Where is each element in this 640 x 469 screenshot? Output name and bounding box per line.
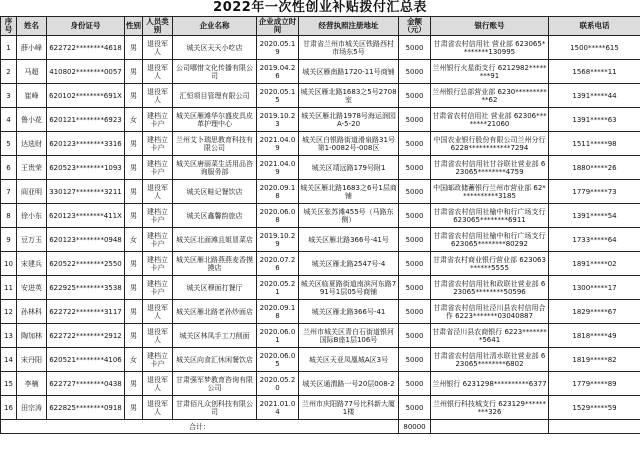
company-name-cell[interactable]: 汇恒项目管理有限公司 — [173, 84, 257, 108]
person-name-cell[interactable]: 宋丹阳 — [17, 348, 47, 372]
header-cell: 人员类别 — [143, 17, 173, 36]
table-header — [1, 17, 640, 36]
gender-cell[interactable]: 男 — [125, 276, 143, 300]
company-name-cell[interactable]: 城关区畦记餐饮店 — [173, 180, 257, 204]
founded-date-cell[interactable]: 2019.04.26 — [257, 60, 299, 84]
founded-date-cell[interactable]: 2020.06.08 — [257, 204, 299, 228]
person-name-cell[interactable]: 达选财 — [17, 132, 47, 156]
business-address-cell[interactable]: 城关区雁北路366号-41 — [299, 300, 399, 324]
id-number-cell[interactable]: 620521********4106 — [47, 348, 125, 372]
amount-cell[interactable]: 5000 — [399, 132, 431, 156]
person-name-cell[interactable]: 马超 — [17, 60, 47, 84]
company-name-cell[interactable]: 城关区雁北路燕燕麦香摸摸店 — [173, 252, 257, 276]
row-number-cell[interactable]: 10 — [1, 252, 17, 276]
table-row — [1, 108, 640, 132]
bank-account-cell[interactable]: 甘肃省农村信用社榆中和行广场支行 623065********6911 — [431, 204, 549, 228]
bank-account-cell[interactable]: 甘肃省农村信用社甘谷联社营业部 623065********4759 — [431, 156, 549, 180]
person-category-cell[interactable]: 退役军人 — [143, 324, 173, 348]
table-row — [1, 348, 640, 372]
header-cell: 性别 — [125, 17, 143, 36]
amount-cell[interactable]: 5000 — [399, 324, 431, 348]
person-name-cell[interactable]: 田宗涛 — [17, 396, 47, 420]
header-cell: 姓名 — [17, 17, 47, 36]
business-address-cell[interactable]: 甘肃省兰州市城关区铁路西村市场东5号 — [299, 36, 399, 60]
phone-number-cell[interactable]: 1300*****17 — [549, 276, 640, 300]
founded-date-cell[interactable]: 2019.10.29 — [257, 228, 299, 252]
amount-cell[interactable]: 5000 — [399, 36, 431, 60]
person-category-cell[interactable]: 退役军人 — [143, 396, 173, 420]
table-row — [1, 60, 640, 84]
table-row — [1, 324, 640, 348]
table-row — [1, 84, 640, 108]
header-cell: 银行账号 — [431, 17, 549, 36]
business-address-cell[interactable]: 城关区张苏滩455号（马路东侧） — [299, 204, 399, 228]
person-category-cell[interactable]: 退役军人 — [143, 300, 173, 324]
gender-cell[interactable]: 男 — [125, 372, 143, 396]
person-category-cell[interactable]: 建档立卡户 — [143, 348, 173, 372]
phone-number-cell[interactable]: 1829*****67 — [549, 300, 640, 324]
gender-cell[interactable]: 男 — [125, 324, 143, 348]
bank-account-cell[interactable]: 甘肃省农村信用社和政联社营业部 623065********50596 — [431, 276, 549, 300]
person-name-cell[interactable]: 陶加林 — [17, 324, 47, 348]
phone-number-cell[interactable]: 1733*****64 — [549, 228, 640, 252]
person-category-cell[interactable]: 建档立卡户 — [143, 156, 173, 180]
amount-cell[interactable]: 5000 — [399, 252, 431, 276]
phone-number-cell[interactable]: 1819*****82 — [549, 348, 640, 372]
empty-cell — [549, 420, 640, 434]
row-number-cell[interactable]: 13 — [1, 324, 17, 348]
bank-account-cell[interactable]: 甘肃省农村商业银行营业部 623063******5555 — [431, 252, 549, 276]
founded-date-cell[interactable]: 2021.01.04 — [257, 396, 299, 420]
amount-cell[interactable]: 5000 — [399, 204, 431, 228]
id-number-cell[interactable]: 620123********3316 — [47, 132, 125, 156]
gender-cell[interactable]: 男 — [125, 156, 143, 180]
header-cell: 身份证号 — [47, 17, 125, 36]
business-address-cell[interactable]: 城关区靖远路179号附1 — [299, 156, 399, 180]
business-address-cell[interactable]: 城关区雁北路366号-41号 — [299, 228, 399, 252]
gender-cell[interactable]: 女 — [125, 348, 143, 372]
person-name-cell[interactable]: 薛小峰 — [17, 36, 47, 60]
header-cell: 经营执照注册地址 — [299, 17, 399, 36]
business-address-cell[interactable]: 城关区白银路街道滑泉路31号第1-0082号-008区 — [299, 132, 399, 156]
table-row — [1, 396, 640, 420]
id-number-cell[interactable]: 620121********6923 — [47, 108, 125, 132]
id-number-cell[interactable]: 620102********691X — [47, 84, 125, 108]
founded-date-cell[interactable]: 2021.04.09 — [257, 156, 299, 180]
person-category-cell[interactable]: 建档立卡户 — [143, 228, 173, 252]
table-row — [1, 300, 640, 324]
header-cell: 企业名称 — [173, 17, 257, 36]
bank-account-cell[interactable]: 中国农业银行股份有限公司兰州分行 6228************7294 — [431, 132, 549, 156]
person-category-cell[interactable]: 退役军人 — [143, 36, 173, 60]
founded-date-cell[interactable]: 2020.05.21 — [257, 276, 299, 300]
company-name-cell[interactable]: 兰州艾卜瑞思教育科技有限公司 — [173, 132, 257, 156]
phone-number-cell[interactable]: 1779*****73 — [549, 180, 640, 204]
id-number-cell[interactable]: 622722********3117 — [47, 300, 125, 324]
row-number-cell[interactable]: 15 — [1, 372, 17, 396]
phone-number-cell[interactable]: 1391*****63 — [549, 108, 640, 132]
phone-number-cell[interactable]: 1891*****02 — [549, 252, 640, 276]
person-name-cell[interactable]: 李楠 — [17, 372, 47, 396]
company-name-cell[interactable]: 甘肃佰凡众创科技有限公司 — [173, 396, 257, 420]
row-number-cell[interactable]: 2 — [1, 60, 17, 84]
founded-date-cell[interactable]: 2020.06.01 — [257, 324, 299, 348]
row-number-cell[interactable]: 5 — [1, 132, 17, 156]
person-category-cell[interactable]: 建档立卡户 — [143, 132, 173, 156]
table-row — [1, 252, 640, 276]
company-name-cell[interactable]: 城关区北面滩且姐冒菜店 — [173, 228, 257, 252]
id-number-cell[interactable]: 620523********1093 — [47, 156, 125, 180]
header-cell: 序号 — [1, 17, 17, 36]
id-number-cell[interactable]: 622722********4618 — [47, 36, 125, 60]
header-row — [1, 17, 640, 36]
phone-number-cell[interactable]: 1529*****59 — [549, 396, 640, 420]
id-number-cell[interactable]: 330127********3211 — [47, 180, 125, 204]
table-row — [1, 228, 640, 252]
gender-cell[interactable]: 男 — [125, 84, 143, 108]
amount-cell[interactable]: 5000 — [399, 156, 431, 180]
empty-cell — [431, 420, 549, 434]
id-number-cell[interactable]: 622825********0918 — [47, 396, 125, 420]
phone-number-cell[interactable]: 1511*****98 — [549, 132, 640, 156]
row-number-cell[interactable]: 6 — [1, 156, 17, 180]
amount-cell[interactable]: 5000 — [399, 300, 431, 324]
phone-number-cell[interactable]: 1391*****54 — [549, 204, 640, 228]
person-category-cell[interactable]: 建档立卡户 — [143, 252, 173, 276]
row-number-cell[interactable]: 1 — [1, 36, 17, 60]
founded-date-cell[interactable]: 2020.09.18 — [257, 300, 299, 324]
row-number-cell[interactable]: 11 — [1, 276, 17, 300]
bank-account-cell[interactable]: 兰州银行总部营业部 6230***********62 — [431, 84, 549, 108]
person-name-cell[interactable]: 宋建兵 — [17, 252, 47, 276]
person-category-cell[interactable]: 退役军人 — [143, 180, 173, 204]
total-amount-cell: 80000 — [399, 420, 431, 434]
founded-date-cell[interactable]: 2019.10.23 — [257, 108, 299, 132]
phone-number-cell[interactable]: 1818*****49 — [549, 324, 640, 348]
amount-cell[interactable]: 5000 — [399, 372, 431, 396]
business-address-cell[interactable]: 兰州市城关区青白石街道银河国际B座1层106号 — [299, 324, 399, 348]
bank-account-cell[interactable]: 甘肃省农村信用社清水联社营业部 623065********6802 — [431, 348, 549, 372]
company-name-cell[interactable]: 城关区鑫馨韵旅店 — [173, 204, 257, 228]
business-address-cell[interactable]: 城关区临夏路街道南滨河东路791号1层05号商铺 — [299, 276, 399, 300]
id-number-cell[interactable]: 622925********3538 — [47, 276, 125, 300]
id-number-cell[interactable]: 410802********0057 — [47, 60, 125, 84]
gender-cell[interactable]: 女 — [125, 228, 143, 252]
bank-account-cell[interactable]: 甘肃省农村信用社榆中和行广场支行 623065********80292 — [431, 228, 549, 252]
business-address-cell[interactable]: 城关区雁北路1683之6号1层商铺 — [299, 180, 399, 204]
founded-date-cell[interactable]: 2020.06.05 — [257, 348, 299, 372]
company-name-cell[interactable]: 甘肃强军梦教育咨询有限公司 — [173, 372, 257, 396]
row-number-cell[interactable]: 8 — [1, 204, 17, 228]
bank-account-cell[interactable]: 甘肃省泾川县农商银行 6223********5641 — [431, 324, 549, 348]
person-category-cell[interactable]: 建档立卡户 — [143, 108, 173, 132]
id-number-cell[interactable]: 620123********411X — [47, 204, 125, 228]
company-name-cell[interactable]: 城关区雁滩华尔盛皮具皮革护理中心 — [173, 108, 257, 132]
phone-number-cell[interactable]: 1391*****44 — [549, 84, 640, 108]
phone-number-cell[interactable]: 1500*****615 — [549, 36, 640, 60]
person-category-cell[interactable]: 退役军人 — [143, 60, 173, 84]
person-name-cell[interactable]: 阎亚明 — [17, 180, 47, 204]
bank-account-cell[interactable]: 中国邮政储蓄银行兰州市营业部 62***********3185 — [431, 180, 549, 204]
gender-cell[interactable]: 男 — [125, 180, 143, 204]
table-row — [1, 132, 640, 156]
row-number-cell[interactable]: 12 — [1, 300, 17, 324]
table-row — [1, 180, 640, 204]
gender-cell[interactable]: 男 — [125, 36, 143, 60]
table-row — [1, 156, 640, 180]
id-number-cell[interactable]: 620123********0948 — [47, 228, 125, 252]
header-cell: 金额（元） — [399, 17, 431, 36]
person-name-cell[interactable]: 崔峰 — [17, 84, 47, 108]
id-number-cell[interactable]: 622727********0438 — [47, 372, 125, 396]
gender-cell[interactable]: 男 — [125, 300, 143, 324]
sheet-title: 2022年一次性创业补贴拨付汇总表 — [213, 0, 427, 15]
company-name-cell[interactable]: 城关区天天小吃店 — [173, 36, 257, 60]
person-name-cell[interactable]: 王贵荣 — [17, 156, 47, 180]
company-name-cell[interactable]: 城关区穆面打餐厅 — [173, 276, 257, 300]
amount-cell[interactable]: 5000 — [399, 84, 431, 108]
bank-account-cell[interactable]: 兰州银行科技城支行 623129*********326 — [431, 396, 549, 420]
founded-date-cell[interactable]: 2020.07.26 — [257, 252, 299, 276]
row-number-cell[interactable]: 3 — [1, 84, 17, 108]
person-name-cell[interactable]: 安进英 — [17, 276, 47, 300]
founded-date-cell[interactable]: 2021.04.09 — [257, 132, 299, 156]
person-category-cell[interactable]: 退役军人 — [143, 372, 173, 396]
bank-account-cell[interactable]: 兰州银行 6231298**********6377 — [431, 372, 549, 396]
subsidy-table — [0, 16, 640, 434]
bank-account-cell[interactable]: 甘肃省农村信用社 营业部 623065********130995 — [431, 36, 549, 60]
business-address-cell[interactable]: 城关区天亚凤凰城A区3号 — [299, 348, 399, 372]
company-name-cell[interactable]: 公司哪惜文化传播有限公司 — [173, 60, 257, 84]
founded-date-cell[interactable]: 2020.05.20 — [257, 372, 299, 396]
person-category-cell[interactable]: 退役军人 — [143, 84, 173, 108]
table-row — [1, 372, 640, 396]
company-name-cell[interactable]: 城关区林凤手工刀削面 — [173, 324, 257, 348]
business-address-cell[interactable]: 城关区通渭路一号20层008-2 — [299, 372, 399, 396]
founded-date-cell[interactable]: 2020.05.15 — [257, 84, 299, 108]
business-address-cell[interactable]: 城关区雁南路1720-11号商铺 — [299, 60, 399, 84]
row-number-cell[interactable]: 4 — [1, 108, 17, 132]
company-name-cell[interactable]: 城关区雁北路老孙炒面店 — [173, 300, 257, 324]
business-address-cell[interactable]: 城关区雁北路1683之5号2708室 — [299, 84, 399, 108]
phone-number-cell[interactable]: 1568*****11 — [549, 60, 640, 84]
phone-number-cell[interactable]: 1779*****89 — [549, 372, 640, 396]
business-address-cell[interactable]: 城关区雁北路2547号-4 — [299, 252, 399, 276]
bank-account-cell[interactable]: 甘肃省农村信用社泾川县农村信用合作 6223*******03040887 — [431, 300, 549, 324]
bank-account-cell[interactable]: 兰州银行火星街支行 6212982********91 — [431, 60, 549, 84]
gender-cell[interactable]: 男 — [125, 396, 143, 420]
amount-cell[interactable]: 5000 — [399, 180, 431, 204]
gender-cell[interactable]: 女 — [125, 108, 143, 132]
person-category-cell[interactable]: 建档立卡户 — [143, 204, 173, 228]
amount-cell[interactable]: 5000 — [399, 228, 431, 252]
person-name-cell[interactable]: 徐小东 — [17, 204, 47, 228]
table-body — [1, 36, 640, 434]
business-address-cell[interactable]: 兰州市庆阳路77号比科新大厦1楼 — [299, 396, 399, 420]
table-row — [1, 204, 640, 228]
bank-account-cell[interactable]: 甘肃省农村信用社 营业部 62306********21060 — [431, 108, 549, 132]
company-name-cell[interactable]: 城关区唐丽菜生活用品咨询服务部 — [173, 156, 257, 180]
total-row — [1, 420, 640, 434]
business-address-cell[interactable]: 城关区雁北路1978号海运润园A-5-20 — [299, 108, 399, 132]
amount-cell[interactable]: 5000 — [399, 276, 431, 300]
gender-cell[interactable]: 男 — [125, 132, 143, 156]
table-row — [1, 276, 640, 300]
gender-cell[interactable]: 男 — [125, 60, 143, 84]
person-name-cell[interactable]: 鲁小花 — [17, 108, 47, 132]
amount-cell[interactable]: 5000 — [399, 60, 431, 84]
row-number-cell[interactable]: 7 — [1, 180, 17, 204]
amount-cell[interactable]: 5000 — [399, 348, 431, 372]
row-number-cell[interactable]: 14 — [1, 348, 17, 372]
id-number-cell[interactable]: 622722********2912 — [47, 324, 125, 348]
gender-cell[interactable]: 男 — [125, 204, 143, 228]
header-cell: 联系电话 — [549, 17, 640, 36]
person-category-cell[interactable]: 建档立卡户 — [143, 276, 173, 300]
amount-cell[interactable]: 5000 — [399, 396, 431, 420]
row-number-cell[interactable]: 9 — [1, 228, 17, 252]
header-cell: 企业成立时间 — [257, 17, 299, 36]
total-label-cell: 合计： — [1, 420, 399, 434]
person-name-cell[interactable]: 豆万玉 — [17, 228, 47, 252]
founded-date-cell[interactable]: 2020.05.19 — [257, 36, 299, 60]
gender-cell[interactable]: 男 — [125, 252, 143, 276]
table-row — [1, 36, 640, 60]
founded-date-cell[interactable]: 2020.09.18 — [257, 180, 299, 204]
person-name-cell[interactable]: 孙林科 — [17, 300, 47, 324]
phone-number-cell[interactable]: 1880*****26 — [549, 156, 640, 180]
amount-cell[interactable]: 5000 — [399, 108, 431, 132]
company-name-cell[interactable]: 城关区向食汇休闲餐饮店 — [173, 348, 257, 372]
id-number-cell[interactable]: 620522********2550 — [47, 252, 125, 276]
row-number-cell[interactable]: 16 — [1, 396, 17, 420]
